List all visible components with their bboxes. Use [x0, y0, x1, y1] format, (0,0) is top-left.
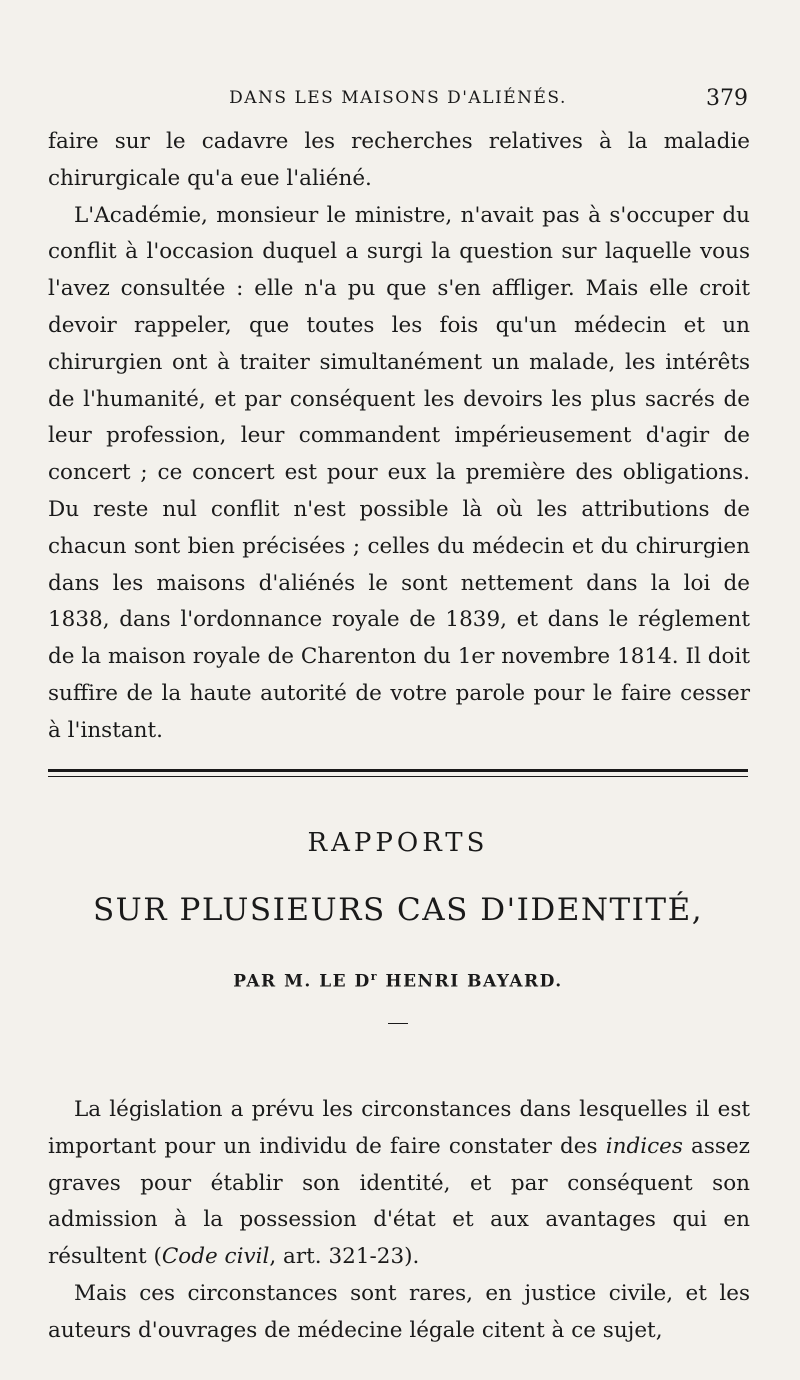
- section-1-text: [48, 124, 750, 750]
- running-head: [48, 86, 748, 116]
- page-number: 379: [706, 86, 748, 111]
- double-rule-thin: [48, 776, 748, 777]
- citation: Code civil: [161, 1244, 270, 1270]
- article-subtitle: SUR PLUSIEURS CAS D'IDENTITÉ,: [92, 892, 704, 928]
- section-2-text: [48, 1092, 750, 1350]
- italic-term: indices: [605, 1133, 683, 1159]
- text-run: assez graves pour établir son identité, et par conséquent son admission à la possession d'état et aux avantages qui en résultent (: [48, 1133, 750, 1270]
- separator-rule: [388, 1023, 408, 1024]
- author-byline: [48, 970, 748, 992]
- paragraph: Mais ces circonstances sont rares, en justice civile, et les auteurs d'ouvrages de médecine légale citent à ce sujet,: [48, 1280, 750, 1343]
- byline-superscript: r: [370, 970, 379, 983]
- article-title: RAPPORTS: [307, 828, 489, 858]
- paragraph: [48, 1092, 750, 1276]
- text-run: La législation a prévu les circonstances dans lesquelles il est important pour un individu de faire constater des: [48, 1097, 750, 1159]
- double-rule-thick: [48, 769, 748, 772]
- paragraph: L'Académie, monsieur le ministre, n'avait pas à s'occuper du conflit à l'occasion duquel a surgi la question sur laquelle vous l'avez consultée : elle n'a pu que s'en affliger. Mais elle croit devoir rappeler, que toutes les fois qu'un médecin et un chirurgien ont à traiter simultanément un malade, les intérêts de l'humanité, et par conséquent les devoirs les plus sacrés de leur profession, leur commandent impérieusement d'agir de concert ; ce concert est pour eux la première des obligations. Du reste nul conflit n'est possible là où les attributions de chacun sont bien précisées ; celles du médecin et du chirurgien dans les maisons d'aliénés le sont nettement dans la loi de 1838, dans l'ordonnance royale de 1839, et dans le réglement de la maison royale de Charenton du 1er novembre 1814. Il doit suffire de la haute autorité de votre parole pour le faire cesser à l'instant.: [48, 202, 750, 743]
- byline-prefix: PAR M. LE D: [233, 971, 371, 992]
- text-run: , art. 321-23).: [269, 1244, 420, 1270]
- byline-name: HENRI BAYARD.: [378, 971, 563, 992]
- paragraph: faire sur le cadavre les recherches relatives à la maladie chirurgicale qu'a eue l'aliéné.: [48, 129, 750, 191]
- running-title: DANS LES MAISONS D'ALIÉNÉS.: [229, 88, 567, 108]
